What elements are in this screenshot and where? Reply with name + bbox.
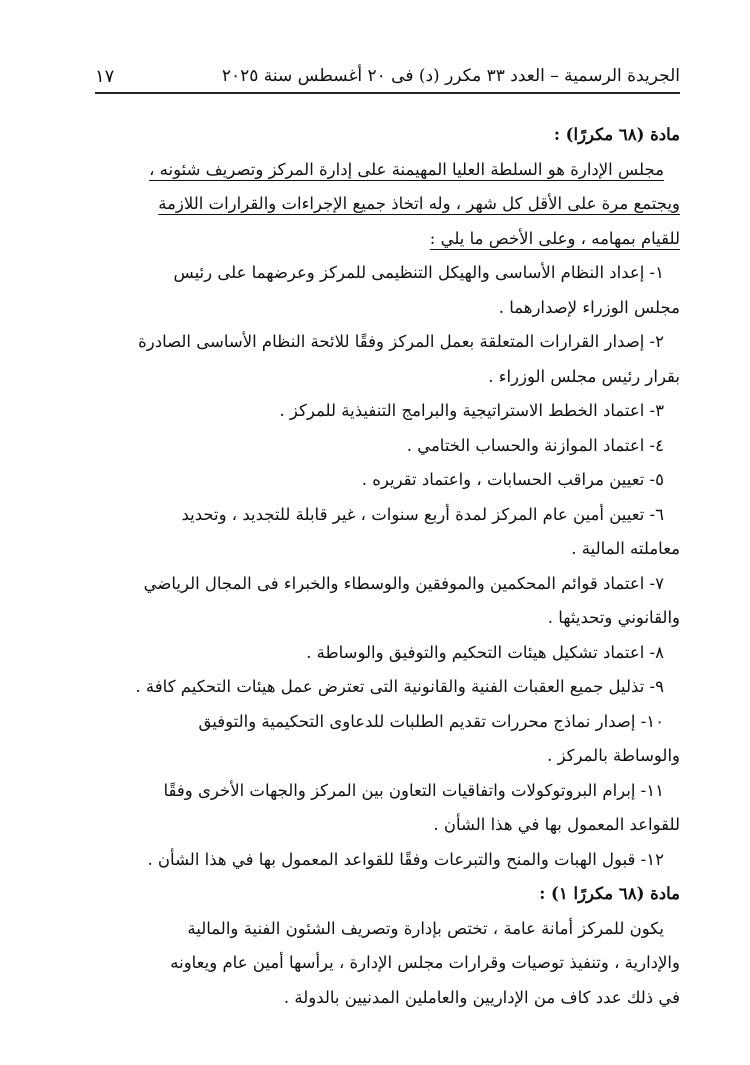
list-item: ١١- إبرام البروتوكولات واتفاقيات التعاون بين المركز والجهات الأخرى وفقًا (163, 780, 664, 800)
list-item-continuation: والوساطة بالمركز . (547, 746, 680, 765)
list-item: ٩- تذليل جميع العقبات الفنية والقانونية التى تعترض عمل هيئات التحكيم كافة . (135, 677, 664, 696)
list-item-continuation: مجلس الوزراء لإصدارهما . (498, 297, 680, 317)
list-item-continuation: للقواعد المعمول بها في هذا الشأن . (433, 815, 680, 834)
article-intro-line: مجلس الإدارة هو السلطة العليا المهيمنة على إدارة المركز وتصريف شئونه ، (149, 159, 664, 179)
list-item: ٧- اعتماد قوائم المحكمين والموفقين والوسطاء والخبراء فى المجال الرياضي (143, 573, 664, 593)
article-intro-line: للقيام بمهامه ، وعلى الأخص ما يلي : (429, 228, 680, 248)
article-paragraph-line: والإدارية ، وتنفيذ توصيات وقرارات مجلس الإدارة ، يرأسها أمين عام ويعاونه (170, 953, 680, 972)
header-title: الجريدة الرسمية – العدد ٣٣ مكرر (د) فى ٢٠ أغسطس سنة ٢٠٢٥ (221, 66, 680, 86)
list-item: ١٢- قبول الهبات والمنح والتبرعات وفقًا للقواعد المعمول بها في هذا الشأن . (147, 849, 664, 869)
article-heading: مادة (٦٨ مكررًا) : (553, 125, 680, 144)
list-item: ٤- اعتماد الموازنة والحساب الختامي . (406, 435, 664, 455)
list-item: ٨- اعتماد تشكيل هيئات التحكيم والتوفيق والوساطة . (306, 642, 664, 662)
list-item: ٣- اعتماد الخطط الاستراتيجية والبرامج التنفيذية للمركز . (279, 401, 664, 420)
page-body (95, 118, 680, 1015)
page-number: ١٧ (95, 65, 115, 87)
list-item: ١- إعداد النظام الأساسى والهيكل التنظيمى للمركز وعرضهما على رئيس (173, 263, 664, 282)
list-item: ٢- إصدار القرارات المتعلقة بعمل المركز وفقًا للائحة النظام الأساسى الصادرة (138, 332, 664, 351)
list-item: ٥- تعيين مراقب الحسابات ، واعتماد تقريره . (361, 470, 664, 489)
list-item: ٦- تعيين أمين عام المركز لمدة أربع سنوات ، غير قابلة للتجديد ، وتحديد (181, 504, 664, 524)
list-item-continuation: بقرار رئيس مجلس الوزراء . (488, 366, 680, 386)
article-paragraph-line: في ذلك عدد كاف من الإداريين والعاملين المدنيين بالدولة . (283, 987, 680, 1007)
article-heading: مادة (٦٨ مكررًا ١) : (539, 884, 680, 903)
list-item: ١٠- إصدار نماذج محررات تقديم الطلبات للدعاوى التحكيمية والتوفيق (198, 711, 664, 731)
article-intro-line: ويجتمع مرة على الأقل كل شهر ، وله اتخاذ جميع الإجراءات والقرارات اللازمة (158, 194, 680, 213)
list-item-continuation: معاملته المالية . (571, 539, 680, 558)
article-paragraph-line: يكون للمركز أمانة عامة ، تختص بإدارة وتصريف الشئون الفنية والمالية (187, 918, 664, 938)
list-item-continuation: والقانوني وتحديثها . (547, 608, 680, 627)
page-header (95, 60, 680, 94)
